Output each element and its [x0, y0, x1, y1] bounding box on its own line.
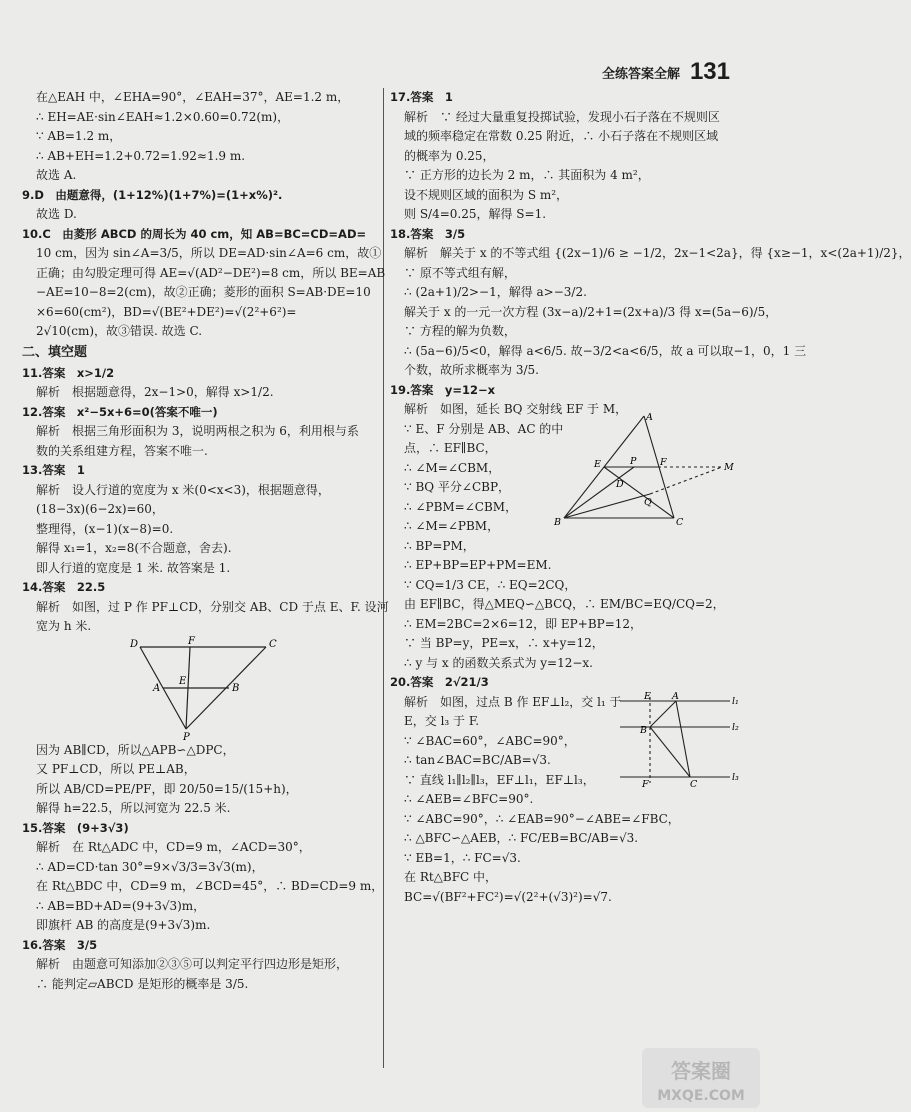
- text-line: ×6=60(cm²)，BD=√(BE²+DE²)=√(2²+6²)=: [36, 304, 297, 319]
- point-label: D: [130, 638, 139, 650]
- header-title: 全练答案全解: [601, 66, 680, 82]
- point-label: P: [183, 731, 190, 743]
- page-number: 131: [689, 58, 730, 85]
- point-label: A: [672, 690, 679, 702]
- text-line: 解析 根据题意得，2x−1>0，解得 x>1/2.: [36, 385, 274, 399]
- line-label: l₃: [732, 771, 739, 783]
- text-line: 整理得，(x−1)(x−8)=0.: [36, 521, 174, 536]
- text-line: 解析 ∵ 经过大量重复投掷试验，发现小石子落在不规则区: [404, 109, 720, 124]
- answer-14: 14.答案 22.5: [22, 580, 106, 594]
- text-line: ∴ (5a−6)/5<0，解得 a<6/5. 故−3/2<a<6/5，故 a 可以取−1，0，1 三: [404, 343, 807, 358]
- answer-19-block: [390, 411, 746, 576]
- text-line: ∴ ∠PBM=∠CBM，: [404, 499, 518, 514]
- text-line: ∵ 原不等式组有解，: [404, 265, 516, 280]
- text-line: ∵ ∠ABC=90°，∴ ∠EAB=90°−∠ABE=∠FBC，: [404, 811, 680, 826]
- point-label: B: [554, 516, 561, 528]
- text-line: ∴ tan∠BAC=BC/AB=√3.: [404, 753, 551, 767]
- text-line: 的概率为 0.25，: [404, 148, 495, 163]
- point-label: A: [646, 411, 653, 423]
- text-line: ∴ EH=AE·sin∠EAH≈1.2×0.60=0.72(m)，: [36, 109, 290, 124]
- text-line: 在△EAH 中，∠EHA=90°，∠EAH=37°，AE=1.2 m，: [36, 90, 350, 104]
- text-line: 正确；由勾股定理可得 AE=√(AD²−DE²)=8 cm，所以 BE=AB: [36, 265, 386, 280]
- text-line: 由 EF∥BC，得△MEQ∽△BCQ，∴ EM/BC=EQ/CQ=2，: [404, 597, 725, 611]
- section-title: 二、填空题: [22, 344, 88, 360]
- line-label: l₁: [732, 695, 739, 707]
- text-line: 设不规则区域的面积为 S m²，: [404, 187, 569, 202]
- text-line: 因为 AB∥CD，所以△APB∽△DPC，: [36, 742, 235, 757]
- text-line: 故选 D.: [36, 207, 77, 221]
- text-line: ∵ E、F 分别是 AB、AC 的中: [404, 421, 564, 436]
- text-line: ∵ EB=1，∴ FC=√3.: [404, 850, 521, 865]
- answer-16: 16.答案 3/5: [22, 937, 98, 952]
- point-label: F: [642, 778, 649, 790]
- text-line: ∴ EM=2BC=2×6=12，即 EP+BP=12，: [404, 616, 643, 631]
- text-line: 则 S/4=0.25，解得 S=1.: [404, 207, 547, 221]
- text-line: 在 Rt△BFC 中，: [404, 870, 498, 884]
- column-divider: [383, 88, 384, 1068]
- answer-11: 11.答案 x>1/2: [22, 365, 115, 380]
- answer-9: 9.D 由题意得，(1+12%)(1+7%)=(1+x%)².: [22, 187, 283, 202]
- text-line: ∴ EP+BP=EP+PM=EM.: [404, 558, 552, 572]
- text-line: 解得 x₁=1，x₂=8(不合题意，舍去).: [36, 541, 232, 555]
- text-line: ∵ 正方形的边长为 2 m，∴ 其面积为 4 m²，: [404, 168, 650, 182]
- point-label: C: [676, 516, 684, 528]
- text-line: 解析 解关于 x 的不等式组 {(2x−1)/6 ≥ −1/2，2x−1<2a}，得 {x≥−1，x<(2a+1)/2}，: [404, 246, 911, 260]
- answer-13: 13.答案 1: [22, 463, 85, 477]
- text-line: ∴ BP=PM，: [404, 538, 475, 553]
- svg-text:MXQE.COM: MXQE.COM: [657, 1088, 745, 1104]
- right-column: [390, 88, 911, 907]
- text-line: ∴ ∠AEB=∠BFC=90°.: [404, 792, 534, 806]
- text-line: 解析 如图，过点 B 作 EF⊥l₂，交 l₁ 于: [404, 694, 622, 709]
- point-label: E: [594, 458, 601, 470]
- text-line: 又 PF⊥CD，所以 PE⊥AB，: [36, 762, 196, 776]
- text-line: 解得 h=22.5，所以河宽为 22.5 米.: [36, 801, 231, 815]
- text-line: 域的频率稳定在常数 0.25 附近，∴ 小石子落在不规则区域: [404, 129, 719, 143]
- point-label: Q: [644, 496, 652, 508]
- point-label: C: [690, 778, 698, 790]
- answer-19: 19.答案 y=12−x: [390, 382, 496, 397]
- text-line: ∴ 能判定▱ABCD 是矩形的概率是 3/5.: [36, 976, 249, 991]
- text-line: 解关于 x 的一元一次方程 (3x−a)/2+1=(2x+a)/3 得 x=(5a−6)/5，: [404, 304, 778, 319]
- line-label: l₂: [732, 721, 739, 733]
- text-line: 解析 如图，延长 BQ 交射线 EF 于 M，: [404, 402, 628, 416]
- text-line: 数的关系组建方程，答案不唯一.: [36, 443, 208, 458]
- left-column: [22, 88, 389, 994]
- text-line: 所以 AB/CD=PE/PF，即 20/50=15/(15+h)，: [36, 781, 298, 796]
- text-line: ∴ AB=BD+AD=(9+3√3)m，: [36, 898, 206, 913]
- figure-20-parallel-lines: [616, 690, 744, 790]
- point-label: F: [188, 635, 195, 647]
- point-label: B: [232, 682, 240, 694]
- text-line: ∵ BQ 平分∠CBP，: [404, 480, 511, 494]
- text-line: 解析 在 Rt△ADC 中，CD=9 m，∠ACD=30°，: [36, 840, 311, 854]
- point-label: B: [640, 724, 647, 736]
- text-line: ∵ CQ=1/3 CE，∴ EQ=2CQ，: [404, 577, 577, 592]
- text-line: ∵ ∠BAC=60°，∠ABC=90°，: [404, 733, 576, 748]
- text-line: 解析 设人行道的宽度为 x 米(0<x<3)，根据题意得，: [36, 482, 330, 497]
- text-line: 解析 根据三角形面积为 3，说明两根之积为 6，利用根与系: [36, 424, 359, 438]
- figure-14-triangle: [22, 637, 374, 741]
- text-line: ∴ ∠M=∠CBM，: [404, 460, 501, 475]
- text-line: (18−3x)(6−2x)=60，: [36, 502, 164, 516]
- text-line: ∴ y 与 x 的函数关系式为 y=12−x.: [404, 655, 593, 670]
- text-line: 解析 如图，过 P 作 PF⊥CD，分别交 AB、CD 于点 E、F. 设河: [36, 599, 389, 614]
- point-label: M: [724, 461, 734, 473]
- text-line: ∴ AD=CD·tan 30°=9×√3/3=3√3(m)，: [36, 859, 264, 874]
- text-line: ∴ ∠M=∠PBM，: [404, 519, 500, 533]
- text-line: ∴ △BFC∽△AEB，∴ FC/EB=BC/AB=√3.: [404, 831, 639, 845]
- text-line: 个数，故所求概率为 3/5.: [404, 363, 539, 377]
- text-line: 10 cm，因为 sin∠A=3/5，所以 DE=AD·sin∠A=6 cm，故①: [36, 246, 382, 260]
- point-label: E: [179, 675, 187, 687]
- text-line: 在 Rt△BDC 中，CD=9 m，∠BCD=45°，∴ BD=CD=9 m，: [36, 879, 384, 893]
- page-header: [602, 58, 730, 86]
- watermark-logo: [642, 1048, 760, 1108]
- text-line: ∵ AB=1.2 m，: [36, 129, 122, 143]
- text-line: ∵ 直线 l₁∥l₂∥l₃，EF⊥l₁，EF⊥l₃，: [404, 772, 595, 787]
- text-line: ∴ (2a+1)/2>−1，解得 a>−3/2.: [404, 285, 587, 299]
- point-label: F: [660, 456, 667, 468]
- text-line: ∵ 当 BP=y，PE=x，∴ x+y=12，: [404, 636, 604, 650]
- point-label: D: [616, 478, 624, 490]
- text-line: ∴ AB+EH=1.2+0.72=1.92≈1.9 m.: [36, 148, 246, 163]
- point-label: P: [630, 455, 637, 467]
- text-line: 2√10(cm)，故③错误. 故选 C.: [36, 324, 203, 338]
- answer-18: 18.答案 3/5: [390, 226, 466, 241]
- figure-19-triangle: [550, 410, 746, 530]
- text-line: BC=√(BF²+FC²)=√(2²+(√3)²)=√7.: [404, 889, 612, 904]
- text-line: 宽为 h 米.: [36, 619, 92, 633]
- answer-15: 15.答案 (9+3√3): [22, 820, 129, 835]
- text-line: 故选 A.: [36, 168, 77, 182]
- text-line: 解析 由题意可知添加②③⑤可以判定平行四边形是矩形，: [36, 957, 349, 971]
- answer-20: 20.答案 2√21/3: [390, 675, 489, 689]
- answer-17: 17.答案 1: [390, 90, 453, 104]
- text-line: E，交 l₃ 于 F.: [404, 714, 480, 728]
- point-label: E: [644, 690, 651, 702]
- text-line: 点，∴ EF∥BC，: [404, 441, 497, 455]
- text-line: 即人行道的宽度是 1 米. 故答案是 1.: [36, 560, 231, 575]
- answer-12: 12.答案 x²−5x+6=0(答案不唯一): [22, 404, 218, 419]
- text-line: −AE=10−8=2(cm)，故②正确；菱形的面积 S=AB·DE=10: [36, 285, 371, 299]
- svg-text:答案圈: 答案圈: [671, 1059, 731, 1083]
- answer-10: 10.C 由菱形 ABCD 的周长为 40 cm，知 AB=BC=CD=AD=: [22, 226, 367, 241]
- point-label: A: [153, 682, 161, 694]
- text-line: 即旗杆 AB 的高度是(9+3√3)m.: [36, 918, 211, 932]
- point-label: C: [269, 638, 277, 650]
- text-line: ∵ 方程的解为负数，: [404, 324, 516, 338]
